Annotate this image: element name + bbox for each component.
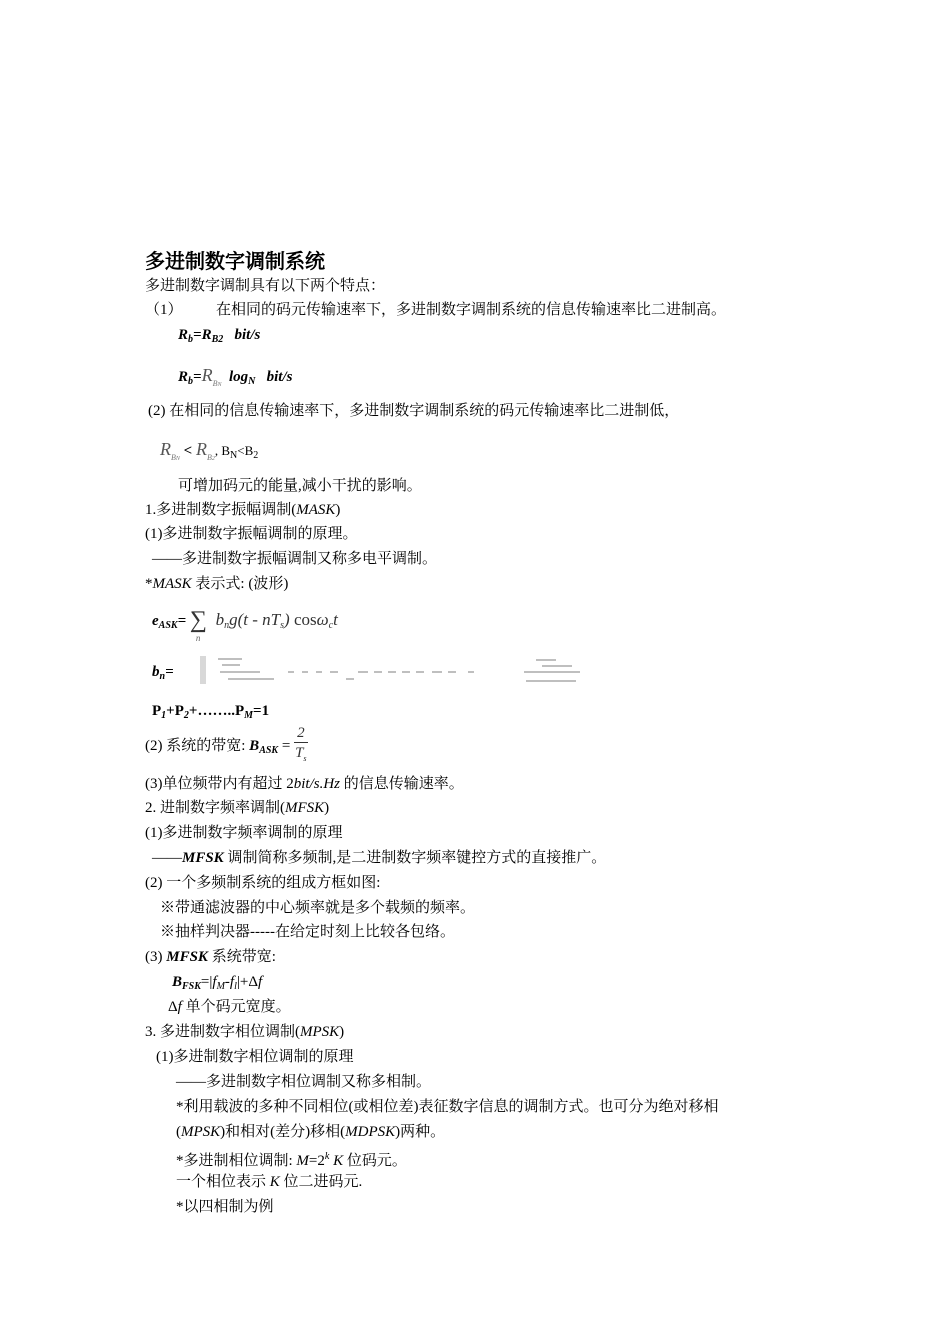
section-3-principle: (1)多进制数字相位调制的原理 (156, 1049, 354, 1065)
section-3-method: *利用载波的多种不同相位(或相位差)表征数字信息的调制方式。也可分为绝对移相 (176, 1099, 719, 1115)
section-3-phase-bits: 一个相位表示 K 位二进码元. (176, 1174, 363, 1190)
section-1-heading: 1.多进制数字振幅调制(MASK) (145, 502, 341, 518)
intro-text: 多进制数字调制具有以下两个特点： (145, 278, 386, 294)
equation-bfsk: $B_{FSK}=|f_M-f_l|+\Delta f$ (172, 974, 263, 992)
section-2-block-diagram: (2) 一个多频制系统的组成方框如图: (145, 875, 381, 891)
section-2-principle: (1)多进制数字频率调制的原理 (145, 825, 343, 841)
section-2-heading: 2. 进制数字频率调制(MFSK) (145, 800, 330, 816)
section-3-example: *以四相制为例 (176, 1199, 274, 1215)
point-2: (2) 在相同的信息传输速率下，多进制数字调制系统的码元传输速率比二进制低， (148, 403, 680, 419)
section-1-bandwidth: (2) 系统的带宽: $B_{ASK}$ = $\frac{2}{T_s}$ (145, 722, 308, 770)
point-1-text: 在相同的码元传输速率下，多进制数字调制系统的信息传输速率比二进制高。 (216, 302, 727, 318)
point-1-number: （1） (145, 302, 183, 318)
section-2-note-sampler: ※抽样判决器-----在给定时刻上比较各包络。 (160, 924, 455, 940)
equation-eask: $e_{ASK}=$ ∑ n $b_ng(t - nT_s)$ cosω$_c$t (152, 600, 338, 642)
section-3-definition: ——多进制数字相位调制又称多相制。 (176, 1074, 432, 1090)
section-3-m-formula: *多进制相位调制: $M=2^k$ K 位码元。 (176, 1151, 407, 1169)
sum-symbol: ∑ n (189, 607, 207, 643)
section-1-principle: (1)多进制数字振幅调制的原理。 (145, 526, 358, 542)
section-2-definition: ——MFSK 调制简称多频制,是二进制数字频率键控方式的直接推广。 (152, 850, 607, 866)
bandwidth-fraction: $\frac{2}{T_s}$ (295, 725, 307, 764)
section-2-bandwidth: (3) MFSK 系统带宽: (145, 949, 276, 965)
equation-rb-rb2: $R_b=R_{B2}$ bit/s (178, 327, 261, 345)
section-2-note-filter: ※带通滤波器的中心频率就是多个载频的频率。 (160, 900, 476, 916)
point-1 (145, 300, 726, 320)
bn-piecewise-image (198, 654, 583, 688)
page-title: 多进制数字调制系统 (145, 249, 325, 273)
section-3-heading: 3. 多进制数字相位调制(MPSK) (145, 1024, 345, 1040)
section-1-rate: (3)单位频带内有超过 2bit/s.Hz 的信息传输速率。 (145, 776, 464, 792)
equation-bn: $b_n=$ (152, 664, 174, 682)
equation-rbn-rb2: $R_{BN} < R_{B2}$, $B_N<B_2$ (160, 439, 259, 462)
energy-note: 可增加码元的能量,减小干扰的影响。 (178, 478, 422, 494)
section-1-definition: ——多进制数字振幅调制又称多电平调制。 (152, 551, 438, 567)
delta-f-definition: Δf 单个码元宽度。 (168, 999, 291, 1015)
equation-rb-log: $R_b=R_{BN}$ $\log_N$ bit/s (178, 365, 293, 388)
probability-sum: $P_1+P_2+\dots\dots..P_M=1$ (152, 703, 270, 721)
section-3-method-cont: (MPSK)和相对(差分)移相(MDPSK)两种。 (176, 1124, 446, 1140)
mask-expression-label: *MASK 表示式: (波形) (145, 576, 289, 592)
